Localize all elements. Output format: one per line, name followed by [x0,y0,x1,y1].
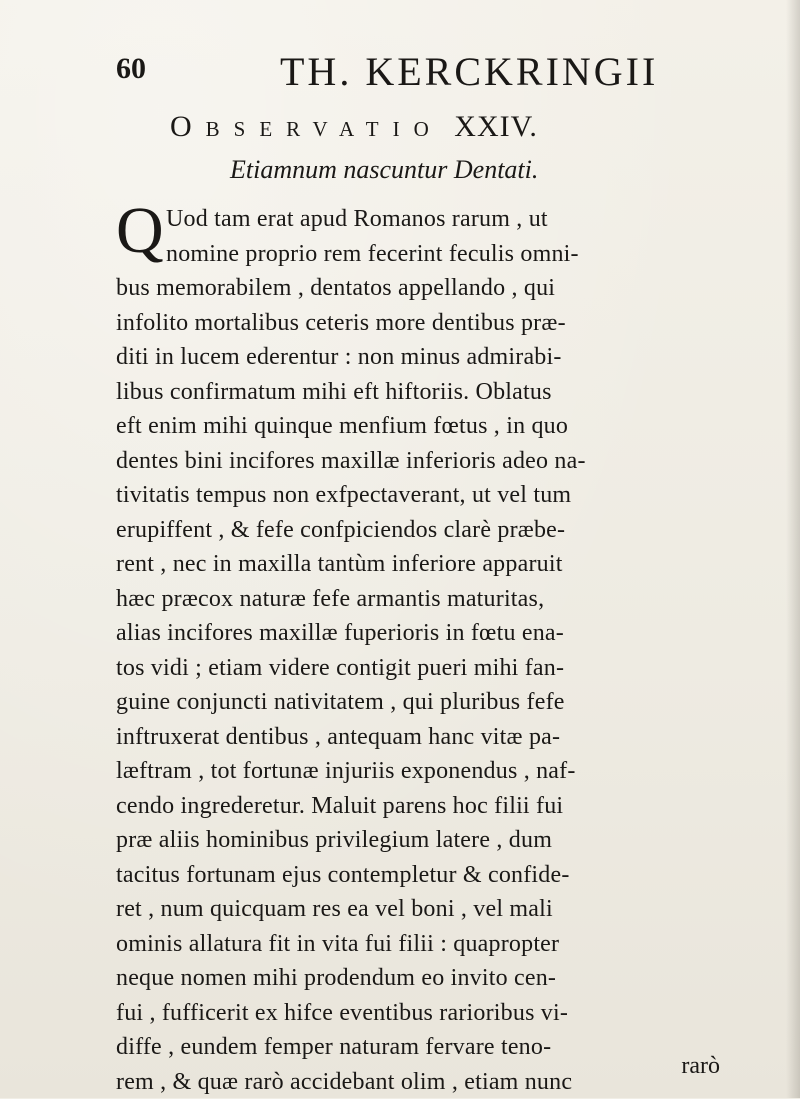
text-line: hæc præcox naturæ fefe armantis maturitas, [116,582,766,617]
observation-number: XXIV. [454,110,538,143]
text-line: alias incifores maxillæ fuperioris in fœtu ena- [116,616,766,651]
text-line: tos vidi ; etiam videre contigit pueri mihi fan- [116,651,766,686]
text-line: tacitus fortunam ejus contempletur & confide- [116,858,766,893]
text-line: ominis allatura fit in vita fui filii : quapropter [116,927,766,962]
text-line: tivitatis tempus non exfpectaverant, ut vel tum [116,478,766,513]
text-line: neque nomen mihi prodendum eo invito cen- [116,961,766,996]
page-header [116,52,756,98]
text-line: erupiffent , & fefe confpiciendos clarè præbe- [116,513,766,548]
text-line: læftram , tot fortunæ injuriis exponendus , naf- [116,754,766,789]
text-line: bus memorabilem , dentatos appellando , qui [116,271,766,306]
text-line: ret , num quicquam res ea vel boni , vel mali [116,892,766,927]
text-line: diti in lucem ederentur : non minus admirabi- [116,340,766,375]
text-line: rent , nec in maxilla tantùm inferiore apparuit [116,547,766,582]
text-line: inftruxerat dentibus , antequam hanc vitæ pa- [116,720,766,755]
observation-label: Observatio [170,110,443,143]
observation-heading [170,110,730,144]
text-line: præ aliis hominibus privilegium latere , dum [116,823,766,858]
page-edge-shadow [786,0,800,1098]
body-text [116,202,766,1099]
observation-subtitle: Etiamnum nascuntur Dentati. [230,155,538,185]
text-line: infolito mortalibus ceteris more dentibus præ- [116,306,766,341]
text-line: nomine proprio rem fecerint feculis omni- [116,237,766,272]
text-line: Uod tam erat apud Romanos rarum , ut [116,202,766,237]
text-line: fui , fufficerit ex hifce eventibus rarioribus vi- [116,996,766,1031]
text-line: rem , & quæ rarò accidebant olim , etiam nunc [116,1065,766,1099]
text-line: guine conjuncti nativitatem , qui pluribus fefe [116,685,766,720]
running-head: TH. KERCKRINGII [280,48,658,95]
catchword: rarò [681,1053,720,1080]
text-line: dentes bini incifores maxillæ inferioris adeo na- [116,444,766,479]
text-line: eft enim mihi quinque menfium fœtus , in quo [116,409,766,444]
drop-cap: Q [116,198,164,264]
page-number: 60 [116,52,146,86]
text-line: cendo ingrederetur. Maluit parens hoc filii fui [116,789,766,824]
text-line: libus confirmatum mihi eft hiftoriis. Oblatus [116,375,766,410]
text-line: diffe , eundem femper naturam fervare teno- [116,1030,766,1065]
